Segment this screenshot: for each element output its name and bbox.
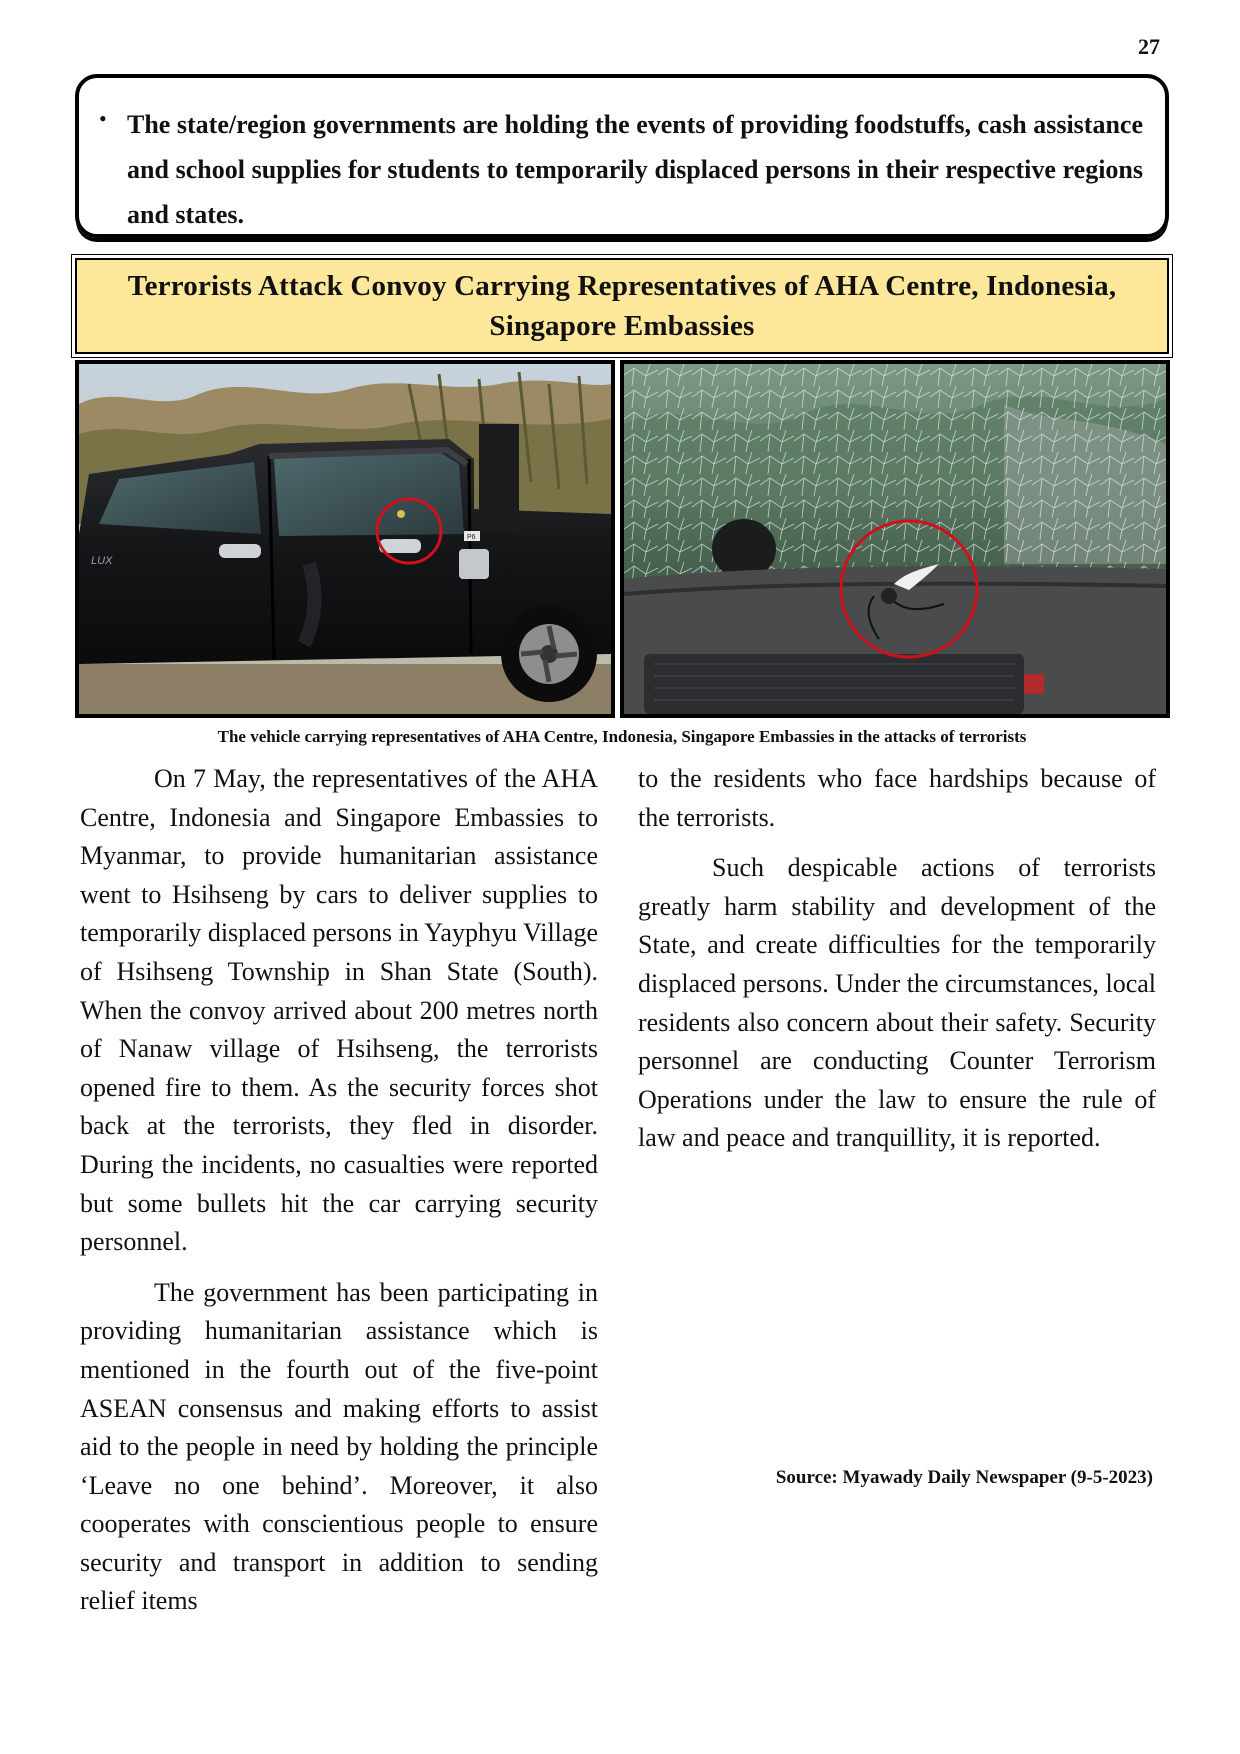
plate-tag: P6 — [467, 534, 476, 541]
bullet-icon: • — [99, 106, 107, 131]
truck-door-photo — [75, 360, 615, 718]
highlight-box — [75, 74, 1169, 238]
windscreen-illustration — [624, 364, 1166, 714]
article-paragraph-2-continued: to the residents who face hardships because of the terrorists. — [638, 764, 1156, 832]
article-paragraph-1: On 7 May, the representatives of the AHA Centre, Indonesia and Singapore Embassies to Myanmar, to provide humanitarian assistance went to Hsihseng by cars to deliver supplies to temporarily displaced persons in Yayphyu Village of Hsihseng Township in Shan State (South). When the convoy arrived about 200 metres north of Nanaw village of Hsihseng, the terrorists opened fire to them. As the security forces shot back at the terrorists, they fled in disorder. During the incidents, no casualties were reported but some bullets hit the car carrying security personnel. — [80, 764, 598, 1257]
article-right-column — [638, 760, 1156, 1158]
article-title-line-1: Terrorists Attack Convoy Carrying Representatives of AHA Centre, Indonesia, — [127, 270, 1117, 302]
article-paragraph-3: Such despicable actions of terrorists greatly harm stability and development of the State, and create difficulties for the temporarily displaced persons. Under the circumstances, local residents also concern about their safety. Security personnel are conducting Counter Terrorism Operations under the law to ensure the rule of law and peace and tranquillity, it is reported. — [638, 853, 1156, 1153]
article-left-column — [80, 760, 598, 1621]
truck-door-illustration — [79, 364, 611, 714]
highlight-text: The state/region governments are holding the events of providing foodstuffs, cash assistance and school supplies for students to temporarily displaced persons in their respective regions and states. — [127, 110, 1143, 229]
article-title-banner — [75, 258, 1169, 354]
article-paragraph-2: The government has been participating in providing humanitarian assistance which is mentioned in the fourth out of the five-point ASEAN consensus and making efforts to assist aid to the people in need by holding the principle ‘Leave no one behind’. Moreover, it also cooperates with conscientious people to ensure security and transport in addition to sending relief items — [80, 1277, 598, 1616]
page-number: 27 — [1138, 34, 1160, 59]
article-title — [128, 266, 1117, 346]
shattered-windscreen-photo — [620, 360, 1170, 718]
source-credit: Source: Myawady Daily Newspaper (9-5-2023) — [775, 1467, 1153, 1488]
truck-badge: LUX — [91, 555, 113, 567]
photo-caption: The vehicle carrying representatives of AHA Centre, Indonesia, Singapore Embassies in the attacks of terrorists — [217, 727, 1027, 746]
article-title-line-2: Singapore Embassies — [489, 310, 755, 342]
